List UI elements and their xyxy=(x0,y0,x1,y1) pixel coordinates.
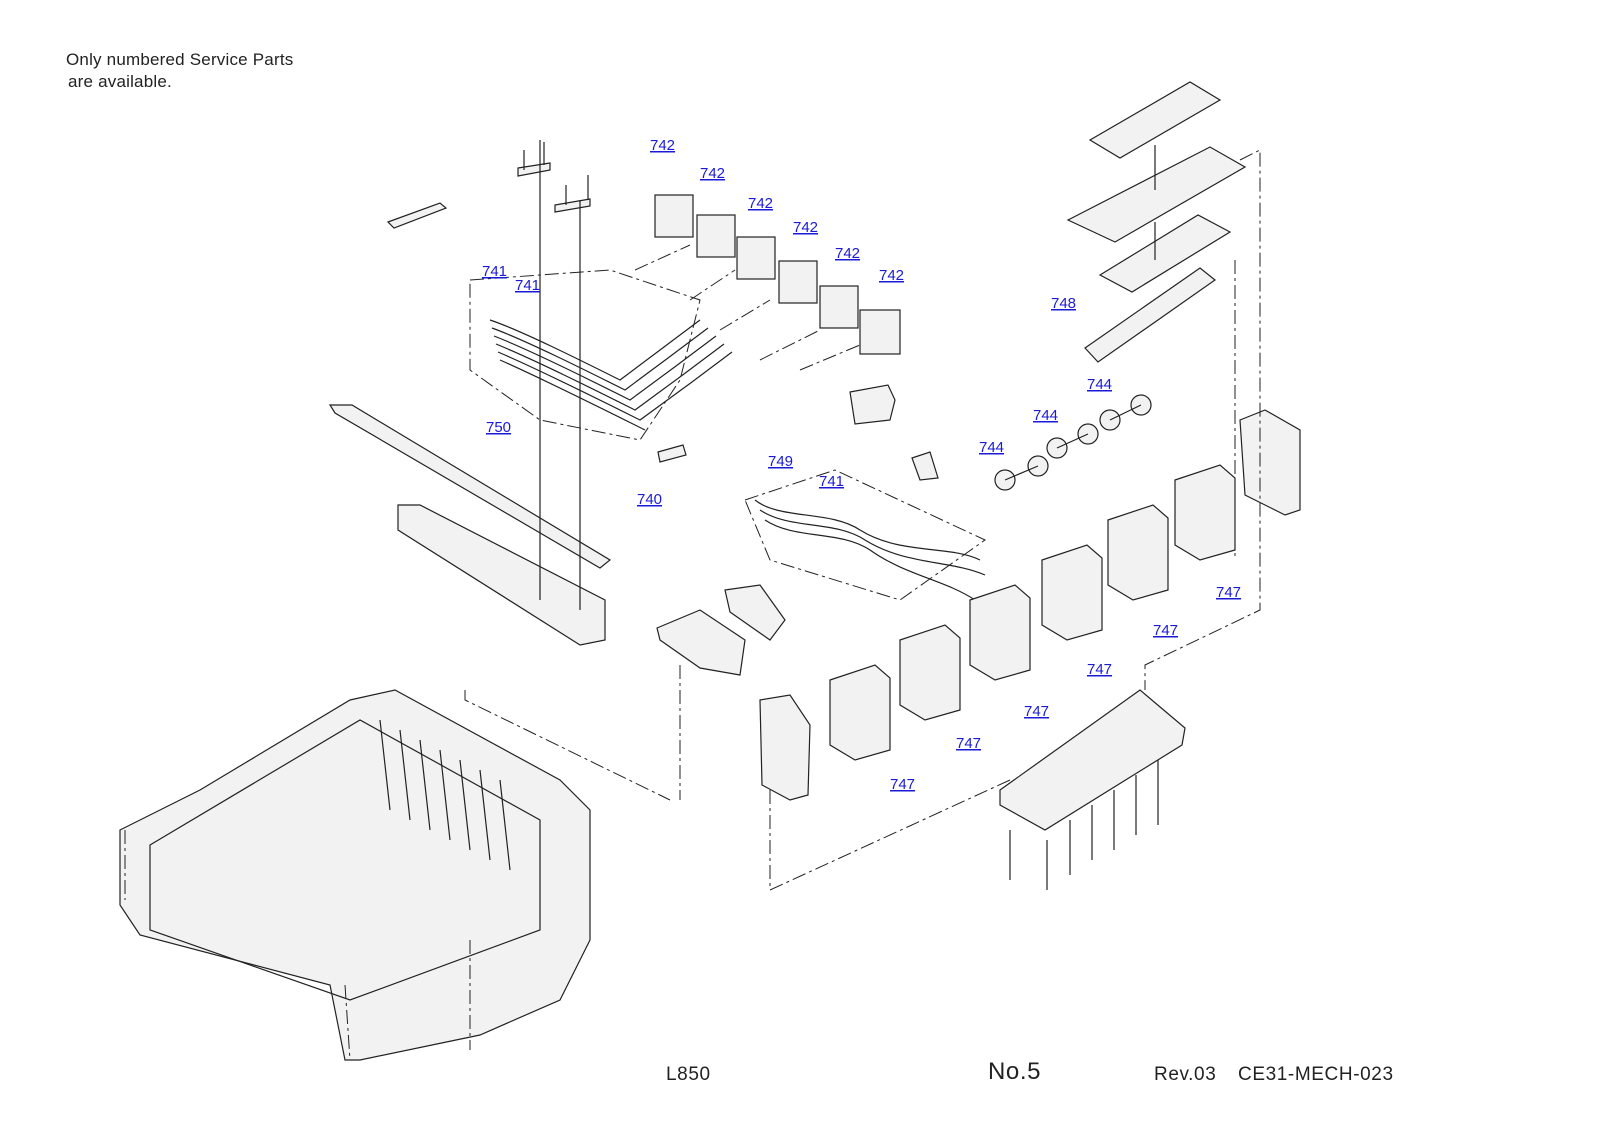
callout-747-c[interactable]: 747 xyxy=(1087,661,1113,678)
callout-742-d[interactable]: 742 xyxy=(793,219,819,236)
connector-part xyxy=(658,385,985,600)
callout-747-b[interactable]: 747 xyxy=(1153,622,1179,639)
callout-744-c[interactable]: 744 xyxy=(979,439,1005,456)
footer-page-number: No.5 xyxy=(988,1058,1042,1085)
printer-base-frame xyxy=(120,690,590,1060)
footer-doc-id: CE31-MECH-023 xyxy=(1238,1064,1394,1085)
note-line-1: Only numbered Service Parts xyxy=(66,50,294,69)
side-cover xyxy=(1240,410,1300,515)
ink-supply-units xyxy=(655,195,900,354)
callout-742-b[interactable]: 742 xyxy=(700,165,726,182)
ink-tube-assembly xyxy=(470,270,732,440)
ink-tank-tray xyxy=(1000,690,1185,890)
callout-741-c[interactable]: 741 xyxy=(819,473,845,490)
footer-model: L850 xyxy=(666,1064,711,1085)
callout-742-e[interactable]: 742 xyxy=(835,245,861,262)
callout-740[interactable]: 740 xyxy=(637,491,663,508)
callout-747-f[interactable]: 747 xyxy=(890,776,916,793)
callout-747-a[interactable]: 747 xyxy=(1216,584,1242,601)
front-tank-cover xyxy=(760,695,810,800)
callout-747-d[interactable]: 747 xyxy=(1024,703,1050,720)
tank-cover-parts xyxy=(1068,82,1245,362)
callout-749[interactable]: 749 xyxy=(768,453,794,470)
valve-parts xyxy=(995,395,1151,490)
callout-742-a[interactable]: 742 xyxy=(650,137,676,154)
head-plate-part xyxy=(388,142,590,228)
callout-741-b[interactable]: 741 xyxy=(515,277,541,294)
callout-741-a[interactable]: 741 xyxy=(482,263,508,280)
holder-parts xyxy=(657,452,938,675)
callout-742-c[interactable]: 742 xyxy=(748,195,774,212)
callout-748[interactable]: 748 xyxy=(1051,295,1077,312)
callout-750[interactable]: 750 xyxy=(486,419,512,436)
callout-742-f[interactable]: 742 xyxy=(879,267,905,284)
callout-747-e[interactable]: 747 xyxy=(956,735,982,752)
callout-744-b[interactable]: 744 xyxy=(1033,407,1059,424)
callout-744-a[interactable]: 744 xyxy=(1087,376,1113,393)
note-line-2: are available. xyxy=(68,72,172,91)
footer-revision: Rev.03 xyxy=(1154,1064,1217,1085)
